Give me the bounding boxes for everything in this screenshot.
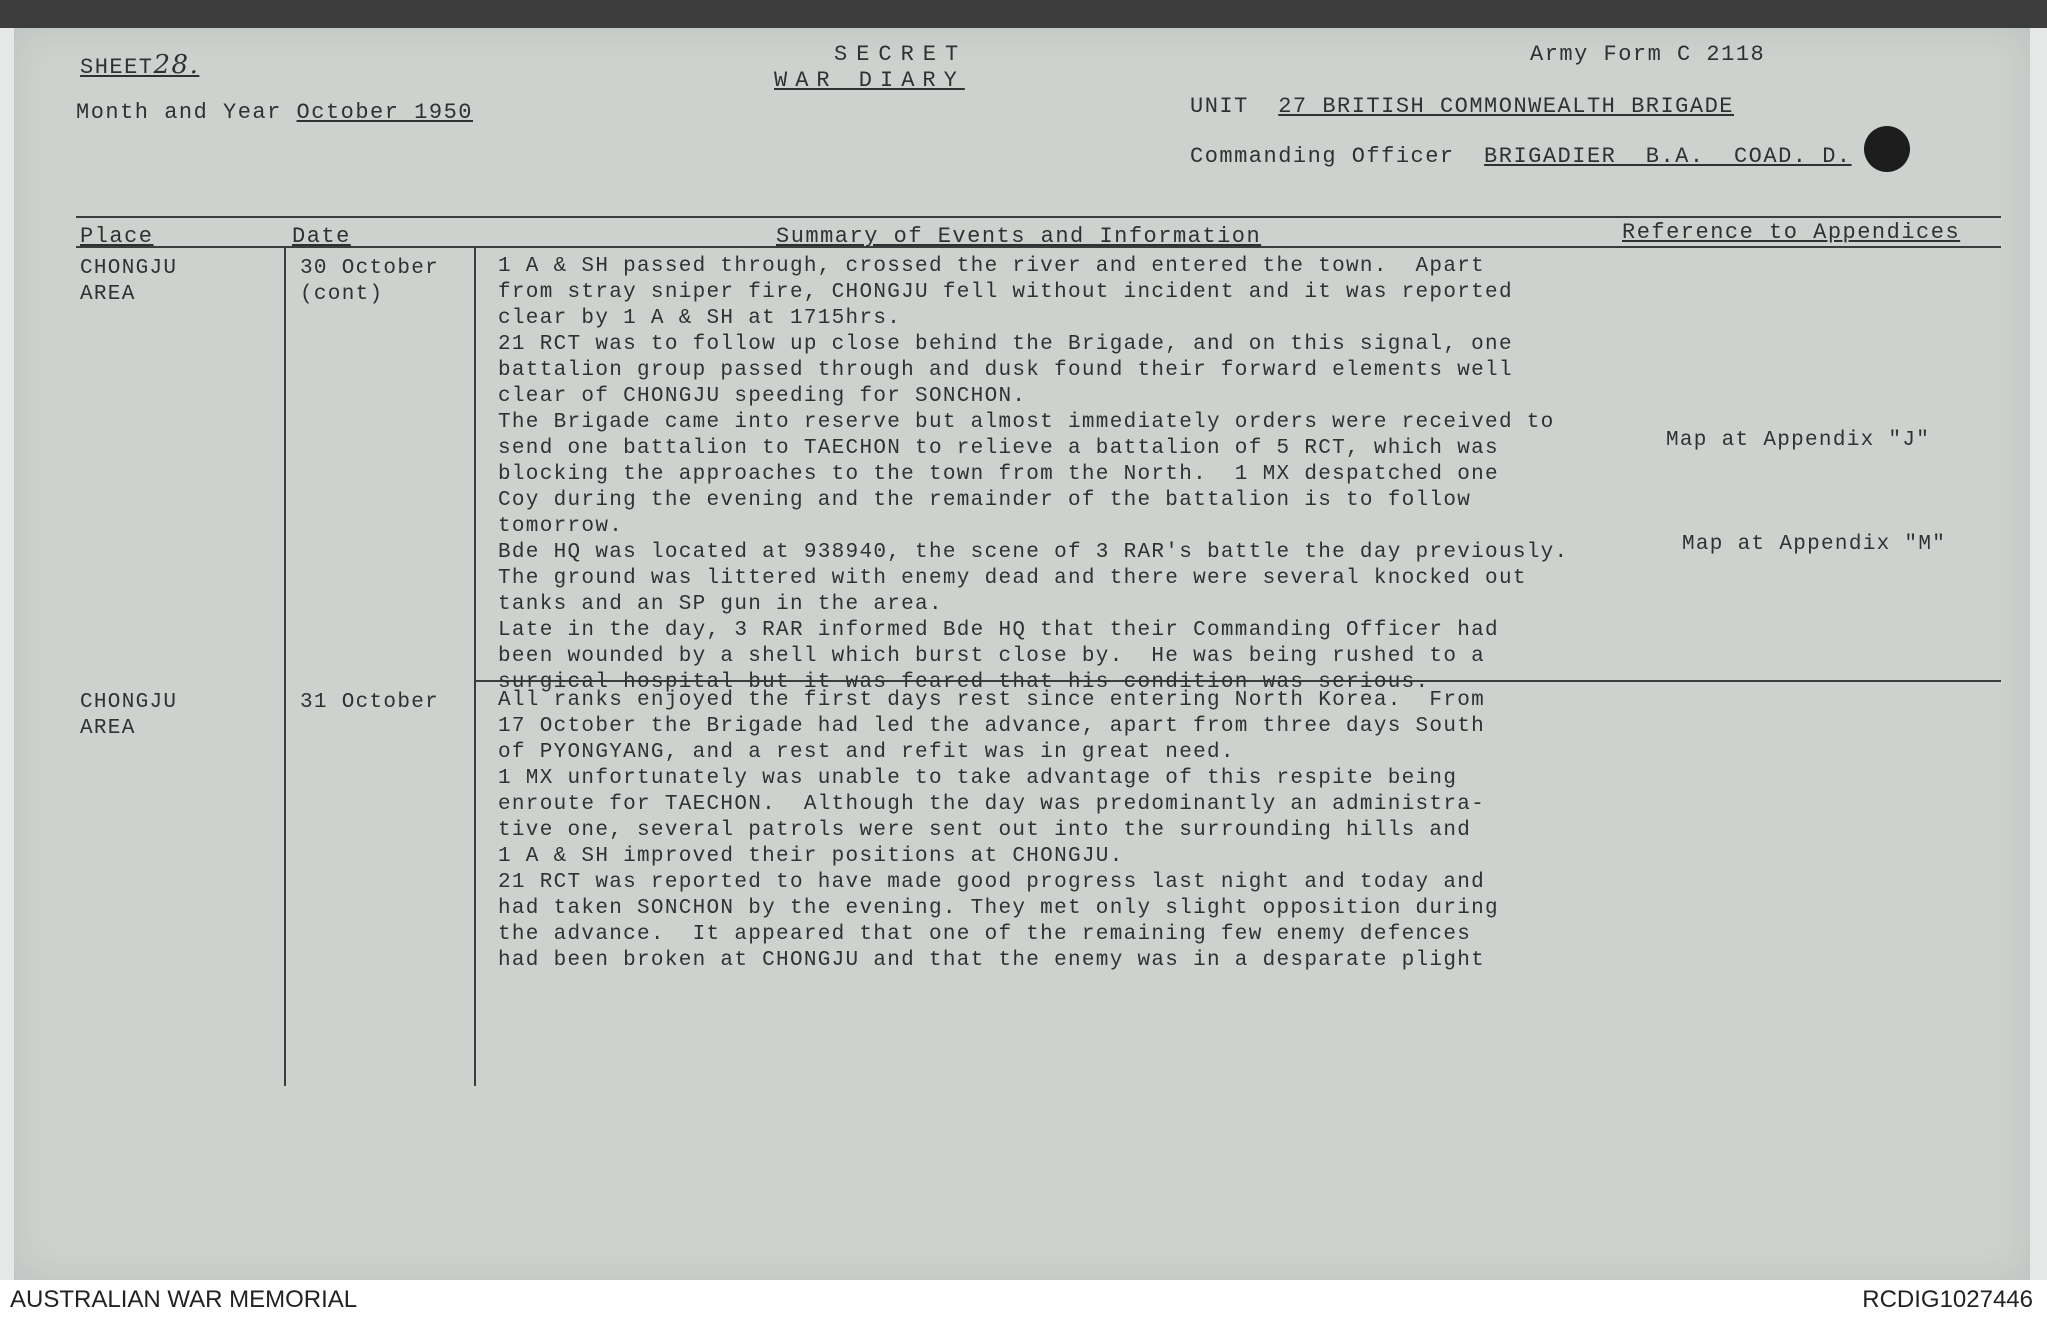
document-title: WAR DIARY xyxy=(774,68,965,93)
appendix-reference: Map at Appendix "M" xyxy=(1682,533,1947,556)
entry-summary: All ranks enjoyed the first days rest since entering North Korea. From 17 October the Brigade had led the advance, apart from three days South of PYONGYANG, and a rest and refit was in great need. 1 MX unfortunately was unable to take advantage of this respite being enroute for TAECHON. Although the day was predominantly an administra- tive one, several patrols were sent out into the surrounding hills and 1 A & SH improved their positions at CHONGJU. 21 RCT was reported to have made good progress last night and today and had taken SONCHON by the evening. They met only slight opposition during the advance. It appeared that one of the remaining few enemy defences had been broken at CHONGJU and that the enemy was in a desparate plight xyxy=(498,689,1499,972)
column-date: Date xyxy=(292,224,351,249)
column-reference: Reference to Appendices xyxy=(1622,220,1961,245)
place-date-divider xyxy=(284,246,286,1086)
column-place: Place xyxy=(80,224,154,249)
archive-name: AUSTRALIAN WAR MEMORIAL xyxy=(10,1286,358,1313)
commanding-officer-field: Commanding Officer BRIGADIER B.A. COAD. D. xyxy=(1190,144,1852,169)
entry-date: 31 October xyxy=(300,691,440,714)
entry-summary: 1 A & SH passed through, crossed the river and entered the town. Apart from stray sniper fire, CHONGJU fell without incident and it was reported clear by 1 A & SH at 1715hrs. 21 RCT was to follow up close behind the Brigade, and on this signal, one battalion group passed through and dusk found their forward elements well clear of CHONGJU speeding for SONCHON. The Brigade came into reserve but almost immediately orders were received to send one battalion to TAECHON to relieve a battalion of 5 RCT, which was blocking the approaches to the town from the North. 1 MX despatched one Coy during the evening and the remainder of the battalion is to follow tomorrow. Bde HQ was located at 938940, the scene of 3 RAR's battle the day previously. The ground was littered with enemy dead and there were several knocked out tanks and an SP gun in the area. Late in the day, 3 RAR informed Bde HQ that their Commanding Officer had been wounded by a shell which burst close by. He was being rushed to a surgical hospital but it was feared that his condition was serious. xyxy=(498,255,1569,694)
column-summary: Summary of Events and Information xyxy=(776,224,1262,249)
date-summary-divider xyxy=(474,246,476,1086)
classification: SECRET xyxy=(834,42,968,67)
scan-top-border xyxy=(0,0,2047,28)
archive-id: RCDIG1027446 xyxy=(1862,1286,2033,1313)
appendix-reference: Map at Appendix "J" xyxy=(1666,429,1931,452)
archive-footer xyxy=(0,1280,2047,1319)
unit-field: UNIT 27 BRITISH COMMONWEALTH BRIGADE xyxy=(1190,94,1734,119)
entry-place: CHONGJU AREA xyxy=(80,691,178,740)
entry-place: CHONGJU AREA xyxy=(80,257,178,306)
form-number: Army Form C 2118 xyxy=(1530,42,1766,67)
entry-date: 30 October (cont) xyxy=(300,257,440,306)
month-year-field: Month and Year October 1950 xyxy=(76,100,473,125)
ink-blot xyxy=(1864,126,1910,172)
table-top-rule xyxy=(76,216,2001,218)
sheet-label: SHEET28. xyxy=(80,50,200,80)
war-diary-sheet xyxy=(14,28,2030,1280)
